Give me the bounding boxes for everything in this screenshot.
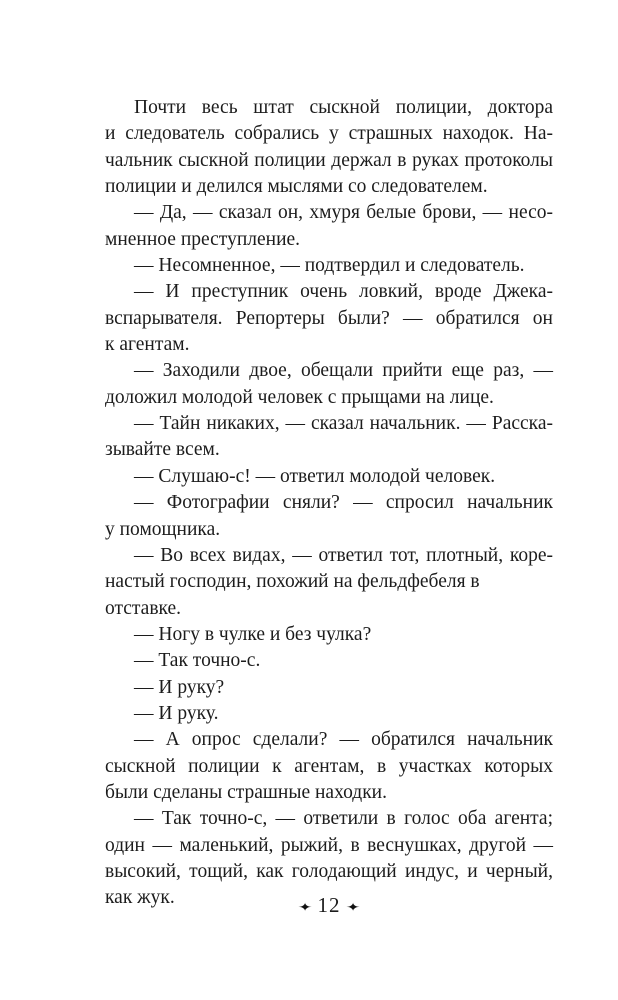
text-line: высокий, тощий, как голодающий индус, и черный,: [105, 860, 553, 882]
paragraph: [105, 411, 553, 464]
text-line: вспарывателя. Репортеры были? — обратился он: [105, 307, 553, 329]
text-line: — Ногу в чулке и без чулка?: [134, 623, 372, 645]
text-line: — Фотографии сняли? — спросил начальник: [134, 492, 553, 514]
paragraph: [105, 464, 553, 490]
paragraph: [105, 490, 553, 543]
text-line: были сделаны страшные находки.: [105, 781, 387, 803]
text-line: — Тайн никаких, — сказал начальник. — Расска-: [134, 413, 553, 435]
text-line: сыскной полиции к агентам, в участках которых: [105, 755, 553, 777]
text-line: — Слушаю-с! — ответил молодой человек.: [134, 465, 496, 487]
text-line: Почти весь штат сыскной полиции, доктора: [134, 97, 553, 118]
text-line: — Да, — сказал он, хмуря белые брови, — несо-: [134, 202, 553, 224]
text-line: к агентам.: [105, 334, 190, 356]
page-footer: [105, 893, 553, 918]
paragraph: [105, 200, 553, 253]
paragraph: [105, 622, 553, 648]
text-block: [105, 95, 553, 912]
text-line: — Несомненное, — подтвердил и следователь.: [134, 255, 525, 277]
text-line: один — маленький, рыжий, в веснушках, другой —: [105, 834, 553, 856]
paragraph: [105, 701, 553, 727]
text-line: мненное преступление.: [105, 228, 301, 250]
text-line: — И руку.: [134, 702, 219, 724]
text-line: — И преступник очень ловкий, вроде Джека-: [134, 281, 553, 303]
paragraph: [105, 648, 553, 674]
paragraph: [105, 253, 553, 279]
text-line: — Так точно-с.: [134, 650, 261, 672]
text-line: — А опрос сделали? — обратился начальник: [134, 729, 553, 751]
text-line: — И руку?: [134, 676, 225, 698]
text-line: настый господин, похожий на фельдфебеля в отставке.: [105, 571, 480, 619]
text-line: доложил молодой человек с прыщами на лице.: [105, 386, 494, 408]
paragraph: [105, 543, 553, 622]
text-line: полиции и делился мыслями со следователем.: [105, 176, 488, 198]
paragraph: [105, 358, 553, 411]
paragraph: [105, 95, 553, 200]
text-line: чальник сыскной полиции держал в руках протоколы: [105, 149, 553, 171]
page-number: 12: [317, 893, 341, 917]
text-line: — Заходили двое, обещали прийти еще раз, —: [134, 360, 553, 382]
text-line: зывайте всем.: [105, 439, 220, 461]
text-line: — Так точно-с, — ответили в голос оба агента;: [134, 808, 553, 830]
diamond-ornament-left-icon: ✦: [298, 899, 313, 914]
text-line: — Во всех видах, — ответил тот, плотный, коре-: [134, 544, 553, 566]
paragraph: [105, 727, 553, 806]
paragraph: [105, 675, 553, 701]
text-line: и следователь собрались у страшных находок. На-: [105, 123, 553, 145]
paragraph: [105, 279, 553, 358]
diamond-ornament-right-icon: ✦: [345, 899, 360, 914]
text-line: у помощника.: [105, 518, 221, 540]
text-line: как жук.: [105, 887, 175, 909]
